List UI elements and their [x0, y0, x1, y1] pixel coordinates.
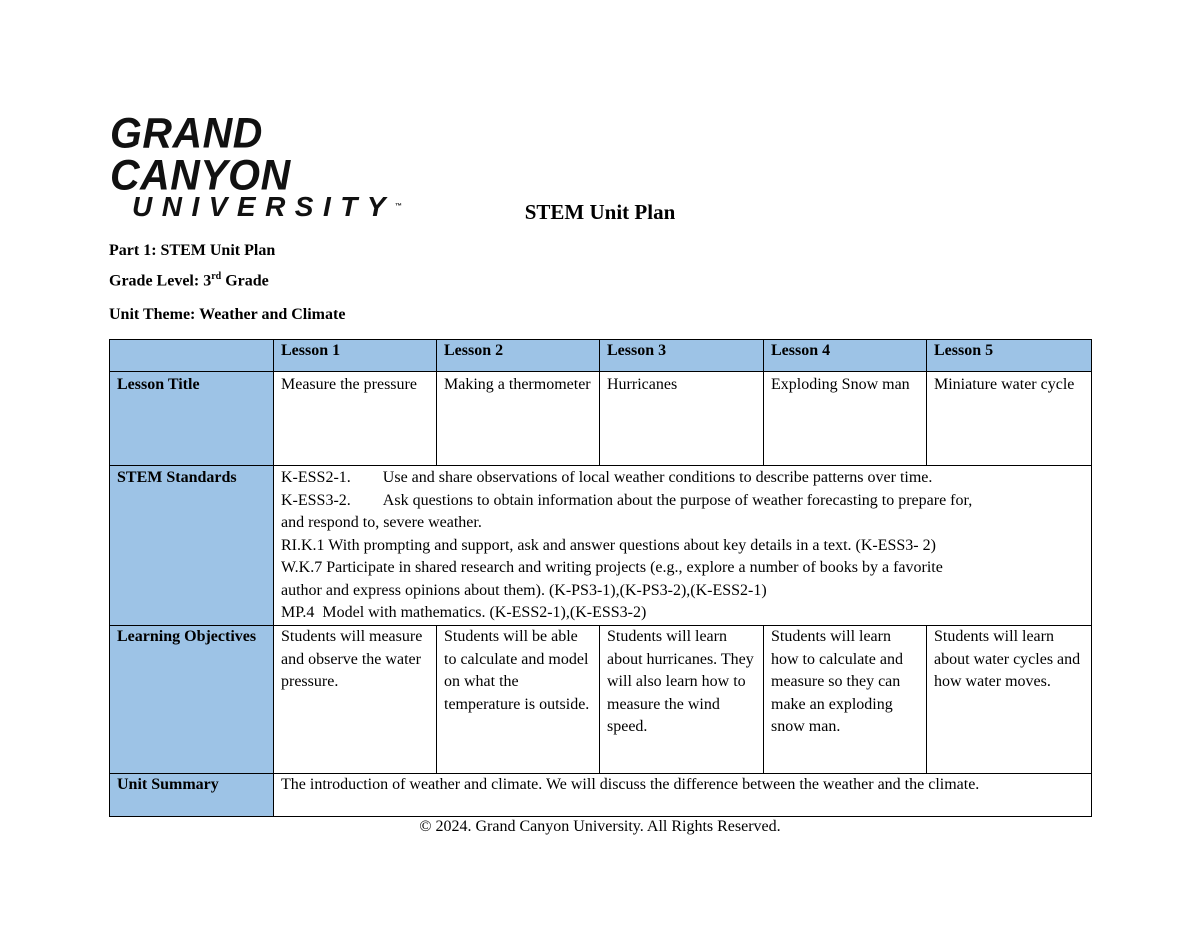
- table-header-row: [110, 340, 1092, 372]
- standard-code-2: K-ESS3-2.: [281, 491, 351, 509]
- standard-code-1: K-ESS2-1.: [281, 469, 351, 486]
- copyright-footer: © 2024. Grand Canyon University. All Rights Reserved.: [419, 818, 781, 835]
- grade-level: [109, 271, 269, 290]
- row-label-lesson-title: Lesson Title: [110, 372, 274, 466]
- lesson-5-objective: Students will learn about water cycles and how water moves.: [927, 626, 1092, 774]
- header-lesson-4: Lesson 4: [764, 340, 927, 372]
- standard-code-7: MP.4: [281, 604, 315, 621]
- standard-text-7: Model with mathematics. (K-ESS2-1),(K-ESS3-2): [322, 604, 647, 621]
- table-row-lesson-title: [110, 372, 1092, 466]
- lesson-5-title: Miniature water cycle: [927, 372, 1092, 466]
- grade-word: Grade: [221, 272, 269, 290]
- page-title: STEM Unit Plan: [524, 200, 676, 224]
- row-label-unit-summary: Unit Summary: [110, 774, 274, 817]
- standard-text-2: Ask questions to obtain information about the purpose of weather forecasting to prepare for,: [382, 491, 973, 509]
- lesson-2-title: Making a thermometer: [437, 372, 600, 466]
- logo-trademark: ™: [395, 203, 403, 210]
- header-lesson-1: Lesson 1: [274, 340, 437, 372]
- row-label-learning-objectives: Learning Objectives: [110, 626, 274, 774]
- standard-line-2: [281, 490, 1085, 513]
- standard-line-3: and respond to, severe weather.: [281, 514, 482, 531]
- standard-line-4: RI.K.1 With prompting and support, ask and answer questions about key details in a text. (K-ESS3- 2): [281, 536, 936, 554]
- header-lesson-3: Lesson 3: [600, 340, 764, 372]
- grade-suffix: rd: [211, 271, 222, 282]
- grade-number: 3: [203, 272, 212, 290]
- table-row-learning-objectives: [110, 626, 1092, 774]
- stem-standards-cell: [274, 466, 1092, 626]
- standard-text-1: Use and share observations of local weather conditions to describe patterns over time.: [382, 469, 933, 486]
- unit-plan-table: [109, 339, 1092, 817]
- grade-label: Grade Level:: [109, 272, 204, 290]
- part-heading: Part 1: STEM Unit Plan: [109, 242, 276, 259]
- row-label-stem-standards: STEM Standards: [110, 466, 274, 626]
- lesson-3-title: Hurricanes: [600, 372, 764, 466]
- header-lesson-5: Lesson 5: [927, 340, 1092, 372]
- unit-theme: Unit Theme: Weather and Climate: [109, 306, 346, 323]
- standard-line-5: W.K.7 Participate in shared research and writing projects (e.g., explore a number of books by a favorite: [281, 559, 943, 576]
- unit-summary-text: The introduction of weather and climate. We will discuss the difference between the weather and the climate.: [274, 774, 1092, 817]
- table-row-stem-standards: [110, 466, 1092, 626]
- lesson-2-objective: Students will be able to calculate and model on what the temperature is outside.: [437, 626, 600, 774]
- logo-line-1: GRAND CANYON: [110, 108, 291, 200]
- lesson-3-objective: Students will learn about hurricanes. They will also learn how to measure the wind speed.: [600, 626, 764, 774]
- logo-line-2-text: UNIVERSITY: [132, 191, 396, 222]
- lesson-4-objective: Students will learn how to calculate and measure so they can make an exploding snow man.: [764, 626, 927, 774]
- header-lesson-2: Lesson 2: [437, 340, 600, 372]
- standard-line-1: [281, 467, 1085, 490]
- standard-line-7: [281, 602, 1085, 625]
- table-row-unit-summary: [110, 774, 1092, 817]
- lesson-1-title: Measure the pressure: [274, 372, 437, 466]
- lesson-4-title: Exploding Snow man: [764, 372, 927, 466]
- header-blank: [110, 340, 274, 372]
- standard-line-6: author and express opinions about them). (K-PS3-1),(K-PS3-2),(K-ESS2-1): [281, 581, 767, 599]
- lesson-1-objective: Students will measure and observe the water pressure.: [274, 626, 437, 774]
